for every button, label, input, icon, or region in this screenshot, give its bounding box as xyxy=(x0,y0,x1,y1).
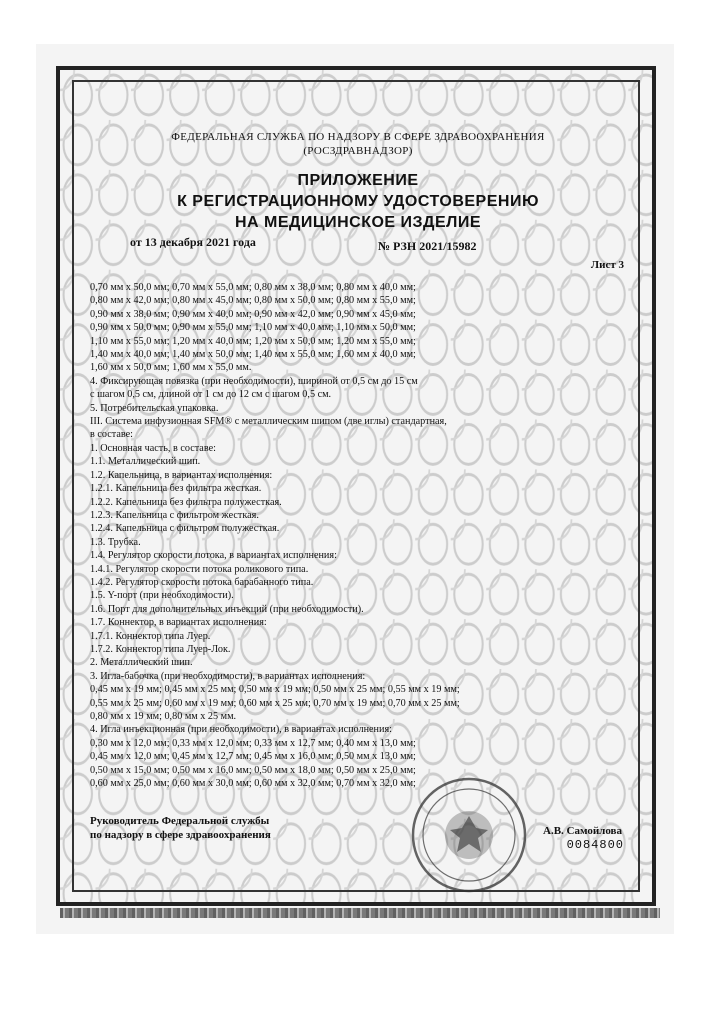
text-line: 1.2.2. Капельница без фильтра полужесткая. xyxy=(90,496,282,508)
text-line: 0,90 мм х 38,0 мм; 0,90 мм х 40,0 мм; 0,90 мм х 42,0 мм; 0,90 мм х 45,0 мм; xyxy=(90,308,416,320)
text-line: 2. Металлический шип. xyxy=(90,657,193,669)
text-line: в составе: xyxy=(90,429,133,441)
agency-abbreviation: (РОСЗДРАВНАДЗОР) xyxy=(303,145,413,157)
text-line: 1,60 мм х 50,0 мм; 1,60 мм х 55,0 мм. xyxy=(90,362,252,374)
text-line: 0,50 мм х 15,0 мм; 0,50 мм х 16,0 мм; 0,50 мм х 18,0 мм; 0,50 мм х 25,0 мм; xyxy=(90,764,416,776)
agency-name: ФЕДЕРАЛЬНАЯ СЛУЖБА ПО НАДЗОРУ В СФЕРЕ ЗДРАВООХРАНЕНИЯ xyxy=(171,131,545,143)
text-line: 4. Фиксирующая повязка (при необходимости), шириной от 0,5 см до 15 см xyxy=(90,375,418,387)
text-line: 1.6. Порт для дополнительных инъекций (при необходимости). xyxy=(90,603,364,615)
title-line-2: К РЕГИСТРАЦИОННОМУ УДОСТОВЕРЕНИЮ xyxy=(177,193,539,210)
text-line: 1.4. Регулятор скорости потока, в вариантах исполнения: xyxy=(90,550,337,562)
text-line: 0,80 мм х 19 мм; 0,80 мм х 25 мм. xyxy=(90,711,237,722)
signatory-role-line-1: Руководитель Федеральной службы xyxy=(90,815,270,827)
text-line: 1,40 мм х 40,0 мм; 1,40 мм х 50,0 мм; 1,40 мм х 55,0 мм; 1,60 мм х 40,0 мм; xyxy=(90,349,416,361)
certificate-content xyxy=(88,92,628,884)
text-line: 1.5. Y-порт (при необходимости). xyxy=(90,590,234,602)
text-line: 5. Потребительская упаковка. xyxy=(90,402,219,414)
document-meta xyxy=(88,235,628,253)
signatory-role-line-2: по надзору в сфере здравоохранения xyxy=(90,829,271,841)
sheet-number: Лист 3 xyxy=(590,259,624,271)
official-seal-stamp xyxy=(410,776,528,894)
scan-artifact-strip xyxy=(60,908,660,918)
text-line: 1.7.2. Коннектор типа Луер-Лок. xyxy=(90,643,231,655)
text-line: 1.2. Капельница, в вариантах исполнения: xyxy=(90,469,273,481)
text-line: 1.2.3. Капельница с фильтром жесткая. xyxy=(90,509,259,521)
title-line-1: ПРИЛОЖЕНИЕ xyxy=(297,172,419,189)
title-line-3: НА МЕДИЦИНСКОЕ ИЗДЕЛИЕ xyxy=(234,214,482,231)
text-line: 0,80 мм х 42,0 мм; 0,80 мм х 45,0 мм; 0,80 мм х 50,0 мм; 0,80 мм х 55,0 мм; xyxy=(90,295,416,307)
text-line: 1,10 мм х 55,0 мм; 1,20 мм х 40,0 мм; 1,20 мм х 50,0 мм; 1,20 мм х 55,0 мм; xyxy=(90,335,416,347)
text-line: 1.2.1. Капельница без фильтра жесткая. xyxy=(90,483,262,495)
agency-header xyxy=(88,130,628,158)
text-line: с шагом 0,5 см, длиной от 1 см до 12 см с шагом 0,5 см. xyxy=(90,389,332,401)
text-line: 1.4.2. Регулятор скорости потока барабанного типа. xyxy=(90,576,314,588)
document-title xyxy=(88,170,628,233)
text-line: 1. Основная часть, в составе: xyxy=(90,442,216,454)
registration-number: № РЗН 2021/15982 xyxy=(378,239,477,253)
text-line: 0,90 мм х 50,0 мм; 0,90 мм х 55,0 мм; 1,10 мм х 40,0 мм; 1,10 мм х 50,0 мм; xyxy=(90,322,416,334)
text-line: 0,45 мм х 12,0 мм; 0,45 мм х 12,7 мм; 0,45 мм х 16,0 мм; 0,50 мм х 13,0 мм; xyxy=(90,751,416,763)
text-line: 0,45 мм х 19 мм; 0,45 мм х 25 мм; 0,50 мм х 19 мм; 0,50 мм х 25 мм; 0,55 мм х 19 мм; xyxy=(90,684,460,696)
text-line: 1.3. Трубка. xyxy=(90,536,141,548)
specification-text xyxy=(88,281,628,790)
issue-date: от 13 декабря 2021 года xyxy=(130,235,256,249)
text-line: 1.7. Коннектор, в вариантах исполнения: xyxy=(90,617,267,629)
text-line: 0,55 мм х 25 мм; 0,60 мм х 19 мм; 0,60 мм х 25 мм; 0,70 мм х 19 мм; 0,70 мм х 25 мм; xyxy=(90,697,460,709)
signatory-role xyxy=(90,814,271,842)
form-serial-number: 0084800 xyxy=(566,838,624,852)
text-line: 1.7.1. Коннектор типа Луер. xyxy=(90,630,211,642)
text-line: 0,60 мм х 25,0 мм; 0,60 мм х 30,0 мм; 0,60 мм х 32,0 мм; 0,70 мм х 32,0 мм; xyxy=(90,778,416,790)
text-line: III. Система инфузионная SFM® с металлическим шипом (две иглы) стандартная, xyxy=(90,416,447,428)
text-line: 1.1. Металлический шип. xyxy=(90,456,201,468)
text-line: 0,70 мм х 50,0 мм; 0,70 мм х 55,0 мм; 0,80 мм х 38,0 мм; 0,80 мм х 40,0 мм; xyxy=(90,282,416,293)
text-line: 1.4.1. Регулятор скорости потока роликового типа. xyxy=(90,563,309,575)
text-line: 3. Игла-бабочка (при необходимости), в вариантах исполнения: xyxy=(90,670,366,682)
text-line: 0,30 мм х 12,0 мм; 0,33 мм х 12,0 мм; 0,33 мм х 12,7 мм; 0,40 мм х 13,0 мм; xyxy=(90,737,416,749)
signatory-name: А.В. Самойлова xyxy=(543,825,622,837)
text-line: 4. Игла инъекционная (при необходимости), в вариантах исполнения: xyxy=(90,724,392,736)
text-line: 1.2.4. Капельница с фильтром полужесткая. xyxy=(90,523,280,535)
